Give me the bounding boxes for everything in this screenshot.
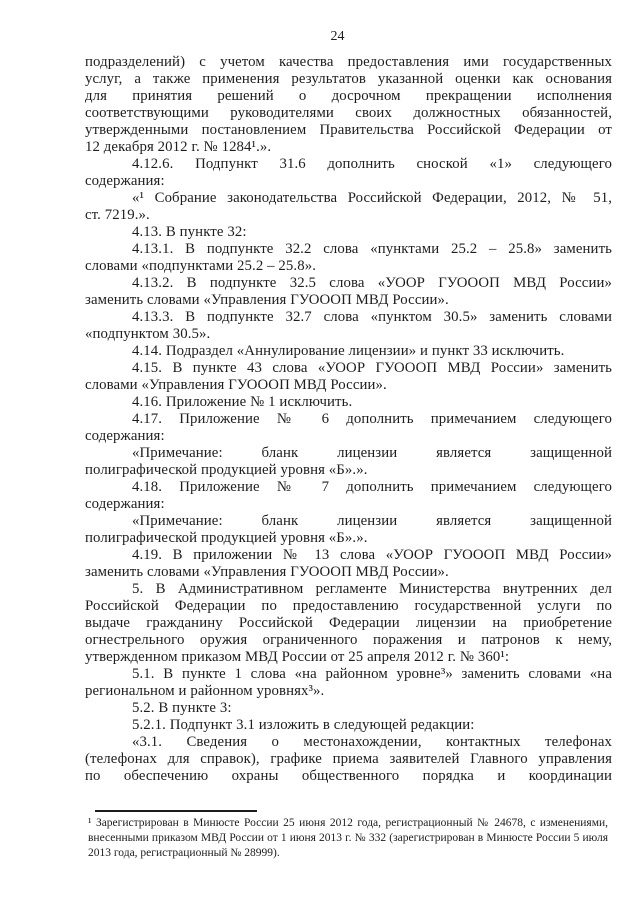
- text-line: 4.19. В приложении № 13 слова «УООР ГУОООП МВД России»: [132, 547, 612, 563]
- paragraph: [85, 445, 612, 479]
- paragraph: [85, 190, 612, 224]
- text-line: 4.16. Приложение № 1 исключить.: [132, 394, 353, 410]
- paragraph: [85, 241, 612, 275]
- text-line: полиграфической продукцией уровня «Б».».: [85, 462, 368, 478]
- text-line: (телефонах для справок), графике приема заявителей Главного управления: [85, 751, 612, 767]
- footnote-line: ¹ Зарегистрирован в Минюсте России 25 июня 2012 года, регистрационный № 24678, с изменениями,: [88, 817, 608, 829]
- footnote: [88, 816, 608, 860]
- paragraph: [85, 581, 612, 666]
- text-line: 4.13.3. В подпункте 32.7 слова «пунктом 30.5» заменить словами: [132, 309, 612, 325]
- paragraph: [85, 343, 612, 360]
- text-line: 4.15. В пункте 43 слова «УООР ГУОООП МВД России» заменить: [132, 360, 612, 376]
- text-line: подразделений) с учетом качества предоставления ими государственных: [85, 54, 612, 70]
- text-line: 4.18. Приложение № 7 дополнить примечанием следующего: [132, 479, 612, 495]
- text-line: полиграфической продукцией уровня «Б».».: [85, 530, 368, 546]
- text-line: соответствующими руководителями своих должностных обязанностей,: [85, 105, 612, 121]
- text-line: словами «Управления ГУОООП МВД России».: [85, 377, 387, 393]
- paragraph: [85, 275, 612, 309]
- paragraph: [85, 717, 612, 734]
- text-line: заменить словами «Управления ГУОООП МВД России».: [85, 564, 449, 580]
- text-line: огнестрельного оружия ограниченного поражения и патронов к нему,: [85, 632, 612, 648]
- text-line: содержания:: [85, 173, 165, 189]
- text-line: 4.13.1. В подпункте 32.2 слова «пунктами 25.2 – 25.8» заменить: [132, 241, 612, 257]
- text-line: ст. 7219.».: [85, 207, 150, 223]
- text-line: «¹ Собрание законодательства Российской Федерации, 2012, № 51,: [132, 190, 612, 206]
- paragraph: [85, 479, 612, 513]
- text-line: 4.14. Подраздел «Аннулирование лицензии» и пункт 33 исключить.: [132, 343, 565, 359]
- text-line: «подпунктом 30.5».: [85, 326, 211, 342]
- text-line: региональном и районном уровнях³».: [85, 683, 325, 699]
- page-number: 24: [330, 29, 345, 44]
- text-line: 5.2. В пункте 3:: [132, 700, 232, 716]
- text-line: «Примечание: бланк лицензии является защищенной: [132, 513, 612, 529]
- text-line: 12 декабря 2012 г. № 1284¹.».: [85, 139, 272, 155]
- text-line: 5.2.1. Подпункт 3.1 изложить в следующей редакции:: [132, 717, 475, 733]
- text-line: содержания:: [85, 496, 165, 512]
- text-line: 4.12.6. Подпункт 31.6 дополнить сноской «1» следующего: [132, 156, 612, 172]
- text-line: Российской Федерации по предоставлению государственной услуги по: [85, 598, 612, 614]
- text-line: «Примечание: бланк лицензии является защищенной: [132, 445, 612, 461]
- paragraph: [85, 156, 612, 190]
- paragraph: [85, 700, 612, 717]
- paragraph: [85, 411, 612, 445]
- text-line: утвержденными постановлением Правительства Российской Федерации от: [85, 122, 612, 138]
- text-line: «3.1. Сведения о местонахождении, контактных телефонах: [132, 734, 612, 750]
- text-line: 4.17. Приложение № 6 дополнить примечанием следующего: [132, 411, 612, 427]
- paragraph: [85, 666, 612, 700]
- text-line: 4.13. В пункте 32:: [132, 224, 247, 240]
- text-line: содержания:: [85, 428, 165, 444]
- text-line: услуг, а также применения результатов указанной оценки как основания: [85, 71, 612, 87]
- paragraph: [85, 224, 612, 241]
- footnote-line: внесенными приказом МВД России от 1 июня 2013 г. № 332 (зарегистрирован в Минюсте России 5 июля: [88, 831, 608, 844]
- text-line: 5.1. В пункте 1 слова «на районном уровне³» заменить словами «на: [132, 666, 612, 682]
- text-line: словами «подпунктами 25.2 – 25.8».: [85, 258, 317, 274]
- paragraph: [85, 394, 612, 411]
- paragraph: [85, 309, 612, 343]
- paragraph: [85, 547, 612, 581]
- text-line: 5. В Административном регламенте Министерства внутренних дел: [132, 581, 612, 597]
- footnote-line: 2013 года, регистрационный № 28999).: [88, 846, 280, 859]
- text-line: заменить словами «Управления ГУОООП МВД России».: [85, 292, 449, 308]
- paragraph: [85, 54, 612, 156]
- paragraph: [85, 360, 612, 394]
- text-line: 4.13.2. В подпункте 32.5 слова «УООР ГУОООП МВД России»: [132, 275, 612, 291]
- paragraph: [85, 513, 612, 547]
- paragraph: [85, 734, 612, 785]
- document-body: [85, 54, 612, 785]
- text-line: выдаче гражданину Российской Федерации лицензии на приобретение: [85, 615, 612, 631]
- text-line: по обеспечению охраны общественного порядка и координации: [85, 768, 612, 784]
- text-line: для принятия решений о досрочном прекращении исполнения: [85, 88, 612, 104]
- text-line: утвержденном приказом МВД России от 25 апреля 2012 г. № 360¹:: [85, 649, 510, 665]
- footnote-separator: [95, 810, 257, 812]
